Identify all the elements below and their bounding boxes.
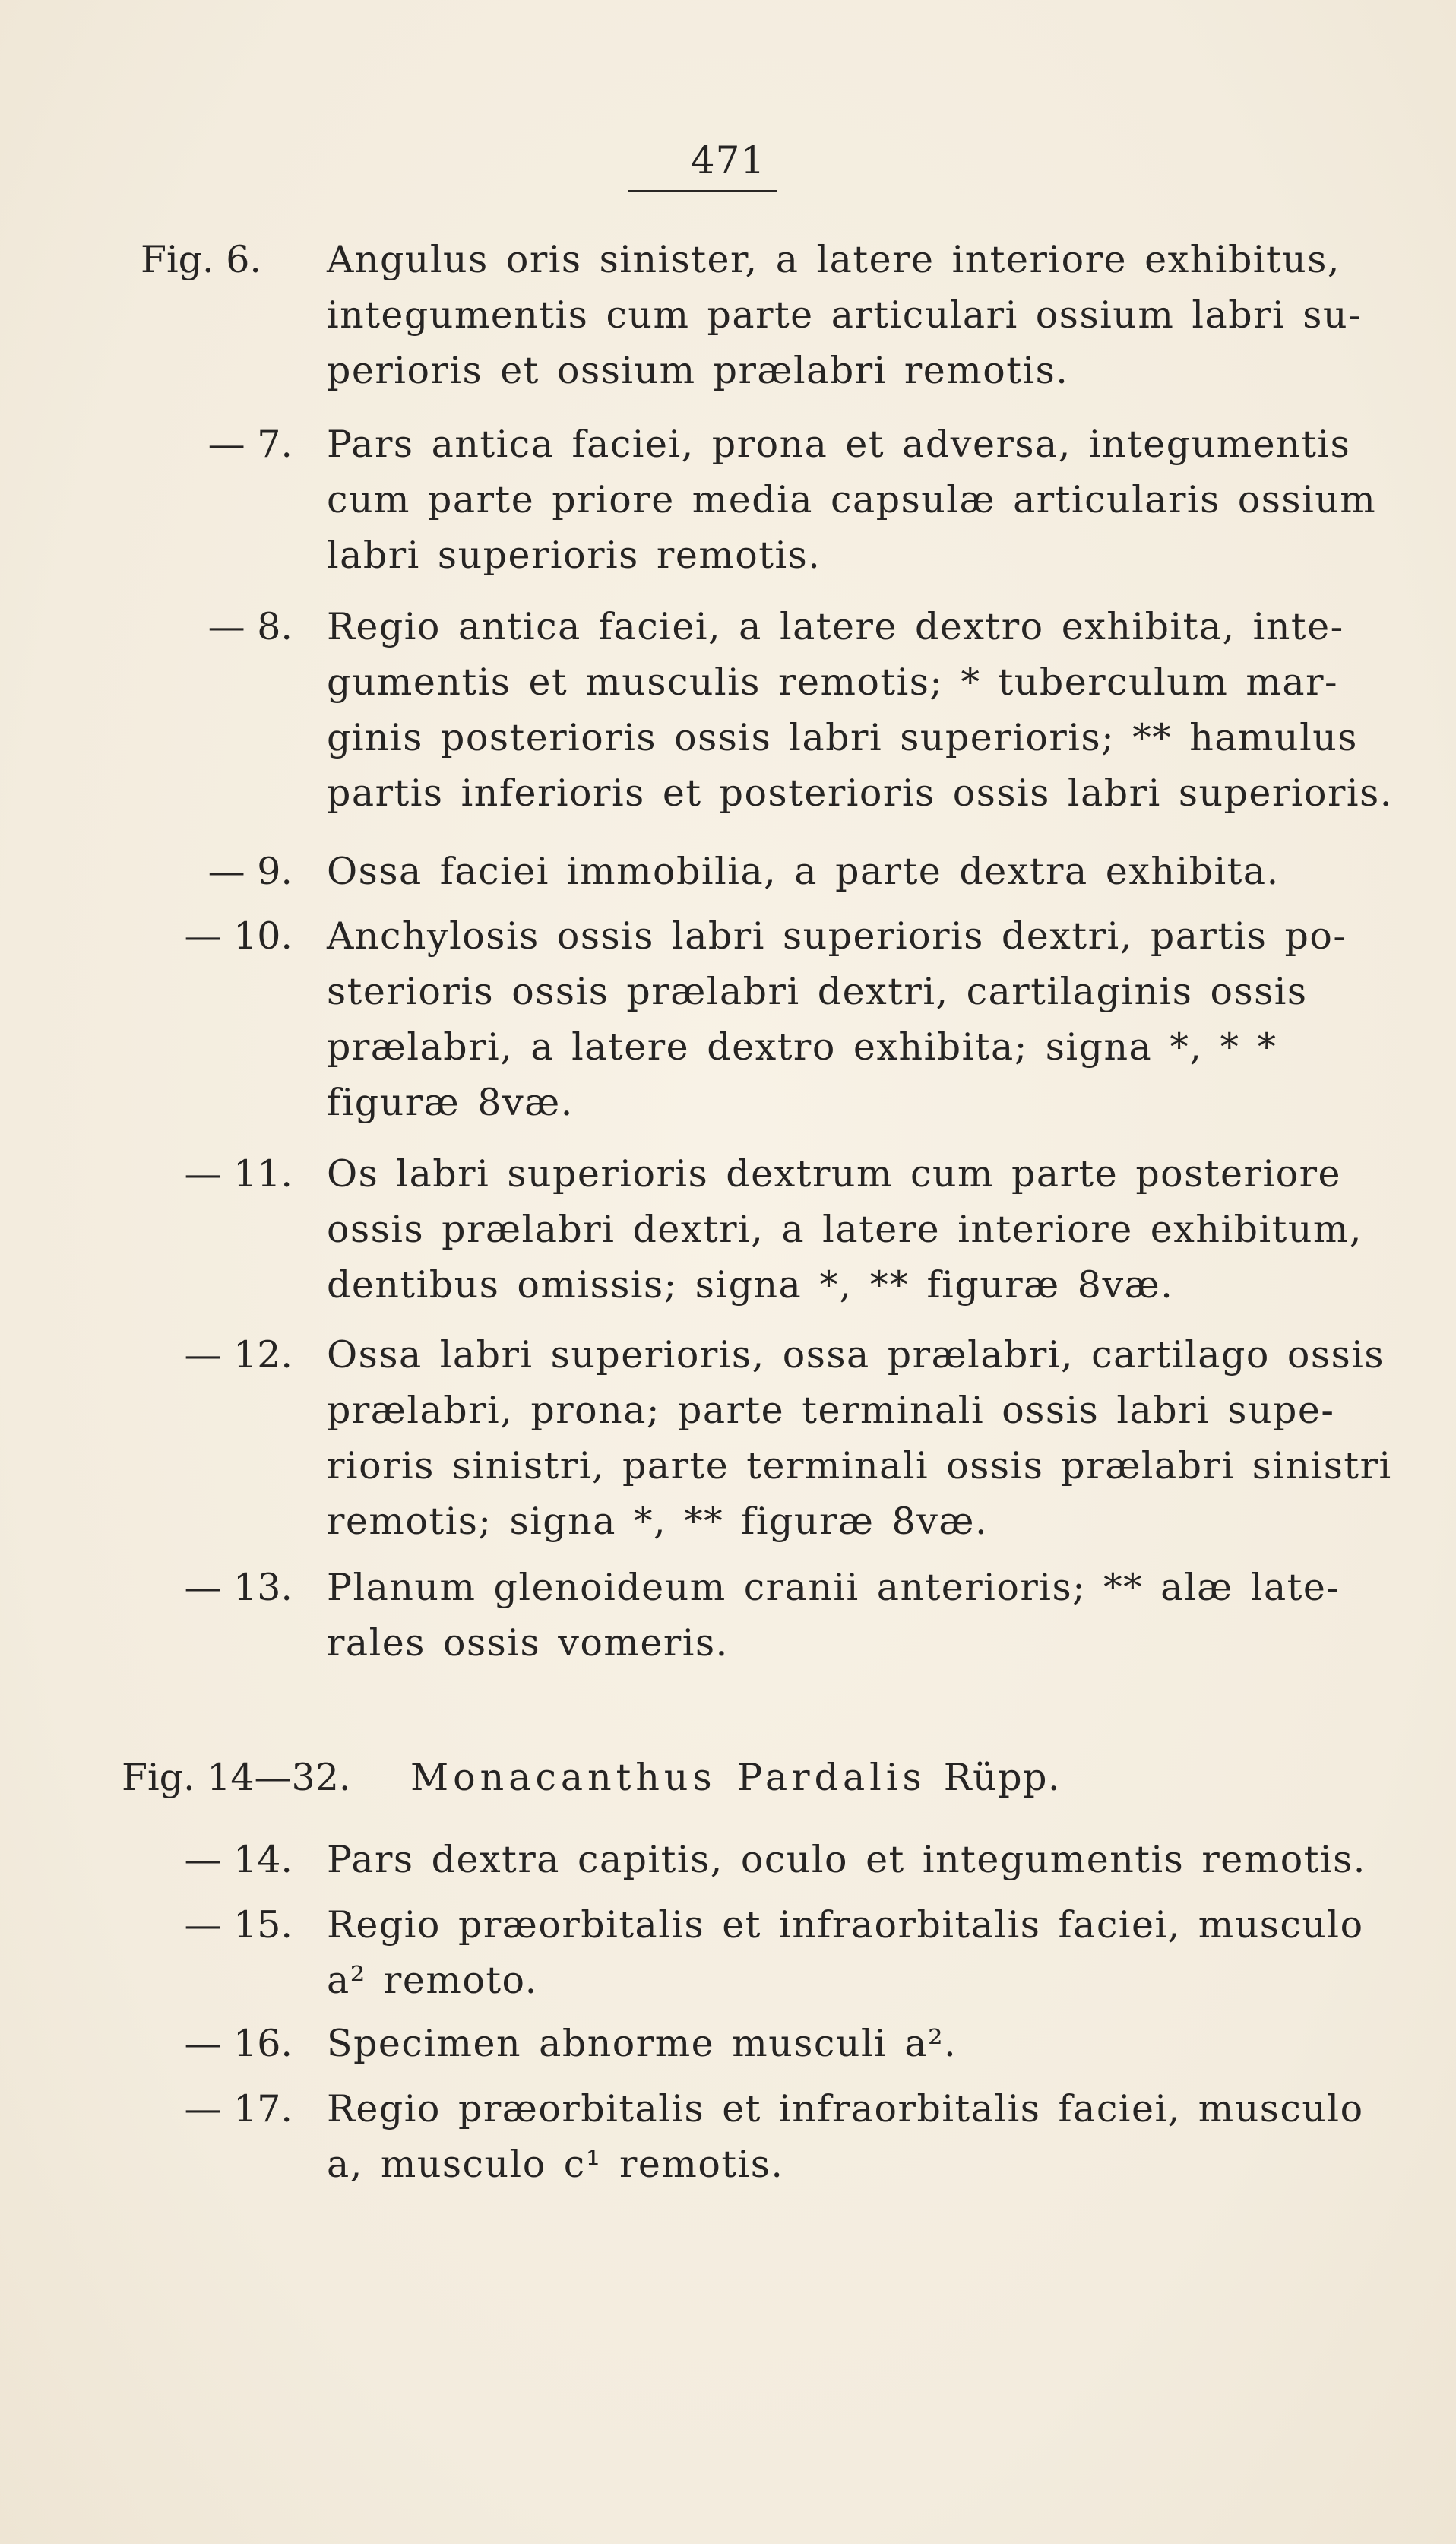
description-line: prælabri, prona; parte terminali ossis labri supe-: [327, 1389, 1335, 1432]
figure-description: [327, 2081, 1364, 2192]
description-line: Ossa labri superioris, ossa prælabri, cartilago ossis: [327, 1333, 1385, 1377]
figure-description: [327, 2016, 1269, 2071]
figure-description: [327, 1327, 1392, 1549]
description-line: rales ossis vomeris.: [327, 1621, 729, 1665]
description-line: Ossa faciei immobilia, a parte dextra exhibita.: [327, 850, 1280, 893]
figure-description: [327, 1560, 1340, 1671]
species-author: Rüpp.: [943, 1756, 1062, 1799]
description-line: Specimen abnorme musculi a².: [327, 2022, 957, 2065]
description-line: a, musculo c¹ remotis.: [327, 2143, 784, 2186]
description-line: cum parte priore media capsulæ articularis ossium: [327, 478, 1377, 521]
figure-label: — 14.: [184, 1838, 293, 1881]
figure-description: [327, 1832, 1366, 1887]
description-line: Regio præorbitalis et infraorbitalis faciei, musculo: [327, 2087, 1364, 2131]
figure-description: [327, 417, 1377, 583]
figure-label: — 8.: [207, 605, 293, 648]
figure-label: — 16.: [184, 2022, 293, 2065]
description-line: Planum glenoideum cranii anterioris; ** alæ late-: [327, 1566, 1340, 1609]
description-line: Pars dextra capitis, oculo et integumentis remotis.: [327, 1838, 1366, 1881]
description-line: Os labri superioris dextrum cum parte posteriore: [327, 1152, 1342, 1196]
figure-label: — 10.: [184, 914, 293, 958]
description-line: ginis posterioris ossis labri superioris; ** hamulus: [327, 716, 1358, 759]
description-line: Regio antica faciei, a latere dextro exhibita, inte-: [327, 605, 1344, 648]
figure-description: [327, 844, 1280, 899]
description-line: a² remoto.: [327, 1959, 538, 2002]
figure-label: — 15.: [184, 1903, 293, 1947]
figure-label: — 13.: [184, 1566, 293, 1609]
description-line: figuræ 8væ.: [327, 1081, 574, 1124]
page-number: 471: [690, 138, 766, 182]
description-line: dentibus omissis; signa *, ** figuræ 8væ.: [327, 1263, 1174, 1307]
description-line: partis inferioris et posterioris ossis labri superioris.: [327, 771, 1393, 815]
figure-label: Fig. 6.: [141, 238, 261, 281]
description-line: ossis prælabri dextri, a latere interiore exhibitum,: [327, 1208, 1363, 1251]
section-title: [410, 1750, 1170, 1805]
description-line: Regio præorbitalis et infraorbitalis faciei, musculo: [327, 1903, 1364, 1947]
description-line: sterioris ossis prælabri dextri, cartilaginis ossis: [327, 970, 1308, 1013]
figure-description: [327, 599, 1393, 821]
figure-description: [327, 1897, 1364, 2008]
description-line: gumentis et musculis remotis; * tuberculum mar-: [327, 661, 1339, 704]
figure-label: — 12.: [184, 1333, 293, 1377]
description-line: labri superioris remotis.: [327, 534, 821, 577]
figure-description: [327, 908, 1347, 1130]
description-line: rioris sinistri, parte terminali ossis prælabri sinistri: [327, 1444, 1392, 1487]
description-line: Angulus oris sinister, a latere interiore exhibitus,: [327, 238, 1340, 281]
section-figure-range: Fig. 14—32.: [122, 1756, 351, 1799]
figure-label: — 9.: [207, 850, 293, 893]
species-name: Monacanthus Pardalis: [410, 1756, 926, 1799]
figure-label: — 11.: [184, 1152, 293, 1196]
figure-description: [327, 232, 1363, 398]
description-line: integumentis cum parte articulari ossium labri su-: [327, 293, 1363, 337]
figure-label: — 7.: [207, 423, 293, 466]
figure-description: [327, 1146, 1363, 1313]
description-line: Anchylosis ossis labri superioris dextri, partis po-: [327, 914, 1347, 958]
description-line: remotis; signa *, ** figuræ 8væ.: [327, 1500, 989, 1543]
figure-label: — 17.: [184, 2087, 293, 2131]
page-number-rule: [628, 190, 777, 192]
description-line: perioris et ossium prælabri remotis.: [327, 349, 1069, 392]
description-line: prælabri, a latere dextro exhibita; signa *, * *: [327, 1025, 1277, 1069]
description-line: Pars antica faciei, prona et adversa, integumentis: [327, 423, 1351, 466]
